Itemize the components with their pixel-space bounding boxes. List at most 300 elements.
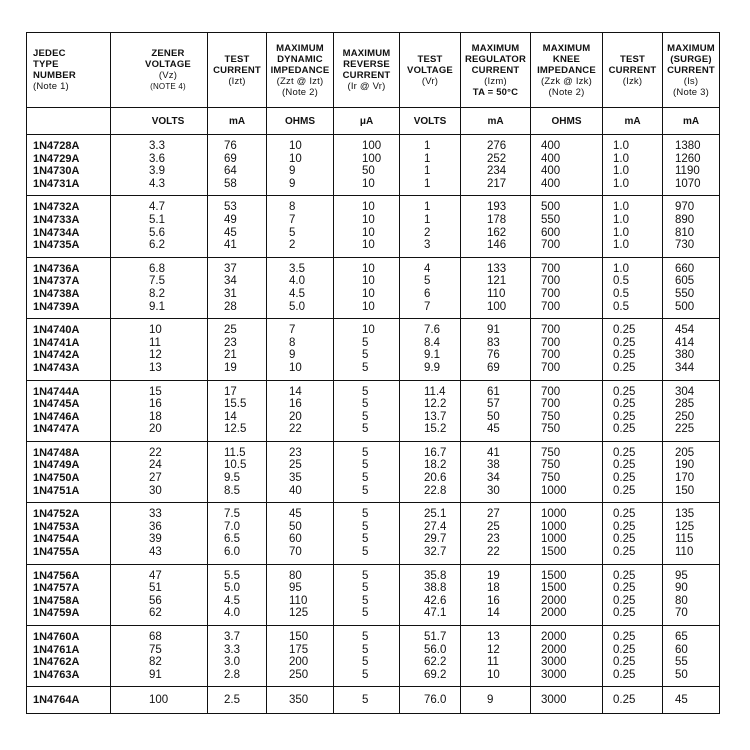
table-cell: 133 xyxy=(487,262,507,275)
table-cell: 730 xyxy=(675,239,695,252)
value-cell xyxy=(267,380,334,441)
table-cell: 12 xyxy=(149,349,162,362)
table-cell: 0.25 xyxy=(613,631,636,643)
table-cell: 1 xyxy=(424,165,431,178)
table-cell: 9 xyxy=(289,177,296,190)
table-cell: 5.5 xyxy=(224,569,240,582)
table-cell: 13 xyxy=(487,631,500,643)
table-cell: 2 xyxy=(424,226,431,239)
table-cell: 750 xyxy=(541,446,561,459)
table-cell: 344 xyxy=(675,361,695,374)
table-cell: 60 xyxy=(675,643,688,656)
table-cell: 5.0 xyxy=(224,582,240,595)
table-cell: 53 xyxy=(224,201,237,214)
table-cell: 6.5 xyxy=(224,533,240,546)
table-cell: 10 xyxy=(362,275,375,288)
table-cell: 11 xyxy=(149,336,161,349)
table-row-group xyxy=(27,441,720,502)
table-cell: 10 xyxy=(362,226,375,239)
value-cell xyxy=(208,441,267,502)
table-cell: 23 xyxy=(224,336,237,349)
table-cell: 750 xyxy=(541,410,561,423)
table-cell: 5 xyxy=(362,607,369,620)
table-cell: 1.0 xyxy=(613,239,629,252)
table-cell: 7.0 xyxy=(224,520,240,533)
table-cell: 5 xyxy=(362,459,369,472)
table-cell: 700 xyxy=(541,324,561,337)
table-cell: 1N4740A xyxy=(33,324,80,337)
value-cell xyxy=(603,257,663,318)
value-cell xyxy=(531,196,603,257)
table-cell: 1N4732A xyxy=(33,201,80,214)
value-cell xyxy=(461,503,531,564)
table-cell: 110 xyxy=(487,287,506,300)
table-cell: 7.5 xyxy=(149,275,165,288)
value-cell xyxy=(400,687,461,714)
table-cell: 225 xyxy=(675,423,695,436)
header-reverse-current: MAXIMUM REVERSE CURRENT (Ir @ Vr) xyxy=(334,33,400,108)
table-cell: 0.25 xyxy=(613,398,636,411)
table-cell: 600 xyxy=(541,226,561,239)
value-cell xyxy=(663,380,720,441)
table-cell: 62 xyxy=(149,607,162,620)
table-cell: 170 xyxy=(675,472,695,485)
table-cell: 22 xyxy=(487,546,500,559)
value-cell xyxy=(663,564,720,625)
value-cell xyxy=(603,626,663,687)
table-cell: 50 xyxy=(675,668,688,681)
table-cell: 10 xyxy=(362,177,375,190)
table-cell: 414 xyxy=(675,336,695,349)
table-cell: 3000 xyxy=(541,656,567,669)
table-cell: 50 xyxy=(487,410,500,423)
table-cell: 5 xyxy=(362,410,369,423)
table-cell: 0.25 xyxy=(613,594,636,607)
table-cell: 51 xyxy=(149,582,162,595)
table-cell: 14 xyxy=(224,410,237,423)
table-cell: 1.0 xyxy=(613,213,629,226)
unit-cell: VOLTS xyxy=(400,108,461,135)
table-cell: 45 xyxy=(224,226,237,239)
value-cell xyxy=(334,257,400,318)
table-cell: 35.8 xyxy=(424,569,447,582)
table-cell: 1N4762A xyxy=(33,656,80,669)
table-cell: 12.5 xyxy=(224,423,247,436)
table-cell: 50 xyxy=(362,165,375,178)
table-cell: 4.0 xyxy=(224,607,240,620)
table-cell: 1N4749A xyxy=(33,459,80,472)
table-cell: 9.1 xyxy=(424,349,440,362)
table-cell: 700 xyxy=(541,275,561,288)
table-cell: 1N4764A xyxy=(33,694,80,707)
value-cell xyxy=(531,380,603,441)
unit-cell xyxy=(27,108,111,135)
table-cell: 41 xyxy=(224,239,237,252)
table-cell: 100 xyxy=(487,300,507,313)
table-cell: 14 xyxy=(487,607,500,620)
table-cell: 0.25 xyxy=(613,582,636,595)
table-cell: 1N4742A xyxy=(33,349,80,362)
units-row xyxy=(27,108,720,135)
value-cell xyxy=(111,503,208,564)
header-jedec-type: JEDEC TYPE NUMBER (Note 1) xyxy=(27,33,111,108)
table-cell: 0.25 xyxy=(613,423,636,436)
value-cell xyxy=(461,135,531,196)
table-cell: 1N4751A xyxy=(33,484,80,497)
table-cell: 27 xyxy=(149,472,162,485)
table-cell: 700 xyxy=(541,361,561,374)
value-cell xyxy=(531,564,603,625)
value-cell xyxy=(267,196,334,257)
table-cell: 1N4752A xyxy=(33,508,80,521)
table-cell: 1.0 xyxy=(613,262,629,275)
value-cell xyxy=(111,564,208,625)
table-cell: 175 xyxy=(289,643,309,656)
table-cell: 65 xyxy=(675,631,688,643)
table-cell: 8.4 xyxy=(424,336,440,349)
table-cell: 1N4760A xyxy=(33,631,80,643)
table-cell: 0.25 xyxy=(613,533,636,546)
table-cell: 10 xyxy=(149,324,162,337)
table-cell: 0.25 xyxy=(613,324,636,337)
table-cell: 35 xyxy=(289,472,302,485)
table-cell: 45 xyxy=(487,423,500,436)
table-cell: 37 xyxy=(224,262,237,275)
table-cell: 1N4750A xyxy=(33,472,80,485)
type-number-cell xyxy=(27,319,111,380)
value-cell xyxy=(531,503,603,564)
table-cell: 1N4747A xyxy=(33,423,80,436)
value-cell xyxy=(663,135,720,196)
value-cell xyxy=(603,441,663,502)
unit-cell: mA xyxy=(663,108,720,135)
table-cell: 10 xyxy=(289,361,302,374)
table-cell: 1.0 xyxy=(613,226,629,239)
table-cell: 150 xyxy=(289,631,309,643)
table-cell: 5 xyxy=(362,668,369,681)
value-cell xyxy=(663,687,720,714)
table-cell: 47 xyxy=(149,569,162,582)
table-cell: 10 xyxy=(362,213,375,226)
table-cell: 0.5 xyxy=(613,275,629,288)
table-cell: 750 xyxy=(541,459,561,472)
value-cell xyxy=(208,687,267,714)
value-cell xyxy=(461,257,531,318)
table-cell: 4 xyxy=(424,262,431,275)
table-cell: 57 xyxy=(487,398,500,411)
table-cell: 162 xyxy=(487,226,507,239)
table-cell: 304 xyxy=(675,385,695,398)
table-cell: 3.3 xyxy=(149,140,165,152)
table-cell: 1.0 xyxy=(613,201,629,214)
table-cell: 193 xyxy=(487,201,507,214)
table-cell: 51.7 xyxy=(424,631,447,643)
table-cell: 660 xyxy=(675,262,695,275)
table-cell: 0.25 xyxy=(613,546,636,559)
header-knee-test-current: TEST CURRENT (Izk) xyxy=(603,33,663,108)
table-cell: 1 xyxy=(424,152,431,165)
table-cell: 400 xyxy=(541,140,561,152)
table-cell: 31 xyxy=(224,287,237,300)
value-cell xyxy=(400,257,461,318)
value-cell xyxy=(334,441,400,502)
value-cell xyxy=(208,257,267,318)
table-cell: 1N4736A xyxy=(33,262,80,275)
table-cell: 2 xyxy=(289,239,296,252)
table-cell: 1000 xyxy=(541,533,567,546)
table-cell: 3.0 xyxy=(224,656,240,669)
table-cell: 700 xyxy=(541,336,561,349)
table-cell: 10 xyxy=(289,152,302,165)
value-cell xyxy=(111,319,208,380)
table-cell: 5.6 xyxy=(149,226,165,239)
table-cell: 18 xyxy=(149,410,162,423)
table-cell: 5 xyxy=(362,694,369,707)
table-row-group xyxy=(27,196,720,257)
value-cell xyxy=(334,687,400,714)
table-cell: 16.7 xyxy=(424,446,447,459)
table-cell: 64 xyxy=(224,165,237,178)
value-cell xyxy=(208,503,267,564)
table-cell: 5 xyxy=(362,446,369,459)
value-cell xyxy=(267,626,334,687)
value-cell xyxy=(208,380,267,441)
table-cell: 700 xyxy=(541,300,561,313)
table-cell: 1N4745A xyxy=(33,398,80,411)
table-cell: 76 xyxy=(487,349,500,362)
table-cell: 12 xyxy=(487,643,500,656)
unit-cell: μA xyxy=(334,108,400,135)
table-cell: 810 xyxy=(675,226,695,239)
table-cell: 16 xyxy=(289,398,302,411)
table-cell: 10 xyxy=(362,324,375,337)
table-cell: 700 xyxy=(541,287,561,300)
value-cell xyxy=(267,687,334,714)
table-cell: 41 xyxy=(487,446,500,459)
table-cell: 400 xyxy=(541,177,561,190)
value-cell xyxy=(334,564,400,625)
table-cell: 0.25 xyxy=(613,508,636,521)
value-cell xyxy=(400,196,461,257)
table-cell: 5 xyxy=(362,546,369,559)
table-cell: 9 xyxy=(289,165,296,178)
table-cell: 1N4761A xyxy=(33,643,80,656)
table-body xyxy=(27,135,720,714)
unit-cell: mA xyxy=(208,108,267,135)
value-cell xyxy=(111,441,208,502)
value-cell xyxy=(208,626,267,687)
value-cell xyxy=(663,319,720,380)
table-cell: 1N4735A xyxy=(33,239,80,252)
table-cell: 3.5 xyxy=(289,262,305,275)
value-cell xyxy=(603,135,663,196)
table-cell: 0.25 xyxy=(613,694,636,707)
table-cell: 3000 xyxy=(541,694,567,707)
table-cell: 15 xyxy=(149,385,162,398)
value-cell xyxy=(531,319,603,380)
table-cell: 0.25 xyxy=(613,349,636,362)
table-cell: 24 xyxy=(149,459,162,472)
table-cell: 1070 xyxy=(675,177,701,190)
table-cell: 115 xyxy=(675,533,694,546)
header-row xyxy=(27,33,720,108)
value-cell xyxy=(267,441,334,502)
table-cell: 33 xyxy=(149,508,162,521)
table-cell: 0.25 xyxy=(613,459,636,472)
table-cell: 10 xyxy=(289,140,302,152)
value-cell xyxy=(603,196,663,257)
table-cell: 69 xyxy=(487,361,500,374)
table-row-group xyxy=(27,319,720,380)
table-cell: 550 xyxy=(541,213,561,226)
value-cell xyxy=(267,564,334,625)
table-cell: 0.25 xyxy=(613,336,636,349)
value-cell xyxy=(111,257,208,318)
table-cell: 1N4738A xyxy=(33,287,80,300)
table-cell: 5 xyxy=(362,656,369,669)
table-cell: 0.5 xyxy=(613,287,629,300)
table-cell: 16 xyxy=(487,594,500,607)
table-cell: 18 xyxy=(487,582,500,595)
table-cell: 10 xyxy=(362,262,375,275)
table-cell: 6.0 xyxy=(224,546,240,559)
table-cell: 0.25 xyxy=(613,361,636,374)
table-cell: 10.5 xyxy=(224,459,247,472)
value-cell xyxy=(208,564,267,625)
table-cell: 190 xyxy=(675,459,695,472)
value-cell xyxy=(400,135,461,196)
table-cell: 1500 xyxy=(541,546,567,559)
value-cell xyxy=(208,319,267,380)
table-row-group xyxy=(27,135,720,196)
value-cell xyxy=(400,441,461,502)
table-cell: 100 xyxy=(149,694,169,707)
value-cell xyxy=(461,564,531,625)
table-cell: 454 xyxy=(675,324,695,337)
table-cell: 1N4743A xyxy=(33,361,80,374)
table-cell: 42.6 xyxy=(424,594,447,607)
table-cell: 10 xyxy=(487,668,500,681)
type-number-cell xyxy=(27,196,111,257)
table-cell: 3.6 xyxy=(149,152,165,165)
table-cell: 56 xyxy=(149,594,162,607)
table-cell: 19 xyxy=(487,569,500,582)
value-cell xyxy=(400,564,461,625)
table-cell: 234 xyxy=(487,165,507,178)
table-cell: 700 xyxy=(541,262,561,275)
value-cell xyxy=(461,319,531,380)
type-number-cell xyxy=(27,380,111,441)
value-cell xyxy=(461,196,531,257)
table-cell: 0.25 xyxy=(613,520,636,533)
table-cell: 1N4746A xyxy=(33,410,80,423)
table-cell: 69 xyxy=(224,152,237,165)
table-cell: 60 xyxy=(289,533,302,546)
table-cell: 1.0 xyxy=(613,152,629,165)
table-cell: 110 xyxy=(675,546,694,559)
value-cell xyxy=(663,626,720,687)
table-cell: 5 xyxy=(289,226,296,239)
table-cell: 10 xyxy=(362,239,375,252)
spec-table xyxy=(26,32,720,714)
table-cell: 5 xyxy=(424,275,431,288)
table-cell: 5 xyxy=(362,533,369,546)
type-number-cell xyxy=(27,687,111,714)
value-cell xyxy=(531,257,603,318)
table-cell: 5.0 xyxy=(289,300,305,313)
table-cell: 1N4734A xyxy=(33,226,80,239)
value-cell xyxy=(603,380,663,441)
table-cell: 12.2 xyxy=(424,398,447,411)
table-cell: 500 xyxy=(541,201,561,214)
type-number-cell xyxy=(27,564,111,625)
value-cell xyxy=(111,626,208,687)
table-cell: 5 xyxy=(362,520,369,533)
table-cell: 23 xyxy=(289,446,302,459)
table-cell: 80 xyxy=(289,569,302,582)
table-cell: 10 xyxy=(362,201,375,214)
value-cell xyxy=(531,626,603,687)
table-cell: 30 xyxy=(487,484,500,497)
table-cell: 7 xyxy=(424,300,431,313)
header-knee-impedance: MAXIMUM KNEE IMPEDANCE (Zzk @ Izk) (Note 2) xyxy=(531,33,603,108)
table-cell: 1N4744A xyxy=(33,385,80,398)
table-cell: 1N4757A xyxy=(33,582,80,595)
table-cell: 4.3 xyxy=(149,177,165,190)
table-cell: 1N4753A xyxy=(33,520,80,533)
table-cell: 70 xyxy=(289,546,302,559)
value-cell xyxy=(663,503,720,564)
table-cell: 1N4737A xyxy=(33,275,80,288)
table-cell: 110 xyxy=(289,594,308,607)
table-cell: 1N4741A xyxy=(33,336,80,349)
table-cell: 47.1 xyxy=(424,607,447,620)
table-cell: 1N4729A xyxy=(33,152,80,165)
value-cell xyxy=(267,135,334,196)
table-cell: 27 xyxy=(487,508,500,521)
table-cell: 100 xyxy=(362,152,382,165)
table-cell: 25 xyxy=(289,459,302,472)
table-cell: 100 xyxy=(362,140,382,152)
table-cell: 70 xyxy=(675,607,688,620)
table-cell: 6.2 xyxy=(149,239,165,252)
table-cell: 146 xyxy=(487,239,507,252)
table-cell: 7 xyxy=(289,213,296,226)
table-cell: 400 xyxy=(541,165,561,178)
table-row-group xyxy=(27,503,720,564)
table-cell: 970 xyxy=(675,201,695,214)
table-cell: 3.7 xyxy=(224,631,240,643)
table-cell: 8.2 xyxy=(149,287,165,300)
table-cell: 5 xyxy=(362,361,369,374)
table-cell: 1 xyxy=(424,140,431,152)
table-cell: 15.5 xyxy=(224,398,247,411)
table-cell: 1 xyxy=(424,213,431,226)
value-cell xyxy=(111,196,208,257)
table-cell: 5 xyxy=(362,582,369,595)
table-cell: 5 xyxy=(362,472,369,485)
table-cell: 45 xyxy=(289,508,302,521)
table-row-group xyxy=(27,257,720,318)
value-cell xyxy=(111,687,208,714)
table-cell: 34 xyxy=(224,275,237,288)
table-cell: 22 xyxy=(149,446,162,459)
table-cell: 1000 xyxy=(541,484,567,497)
unit-cell: mA xyxy=(461,108,531,135)
table-cell: 32.7 xyxy=(424,546,447,559)
table-cell: 1N4730A xyxy=(33,165,80,178)
table-cell: 0.25 xyxy=(613,668,636,681)
